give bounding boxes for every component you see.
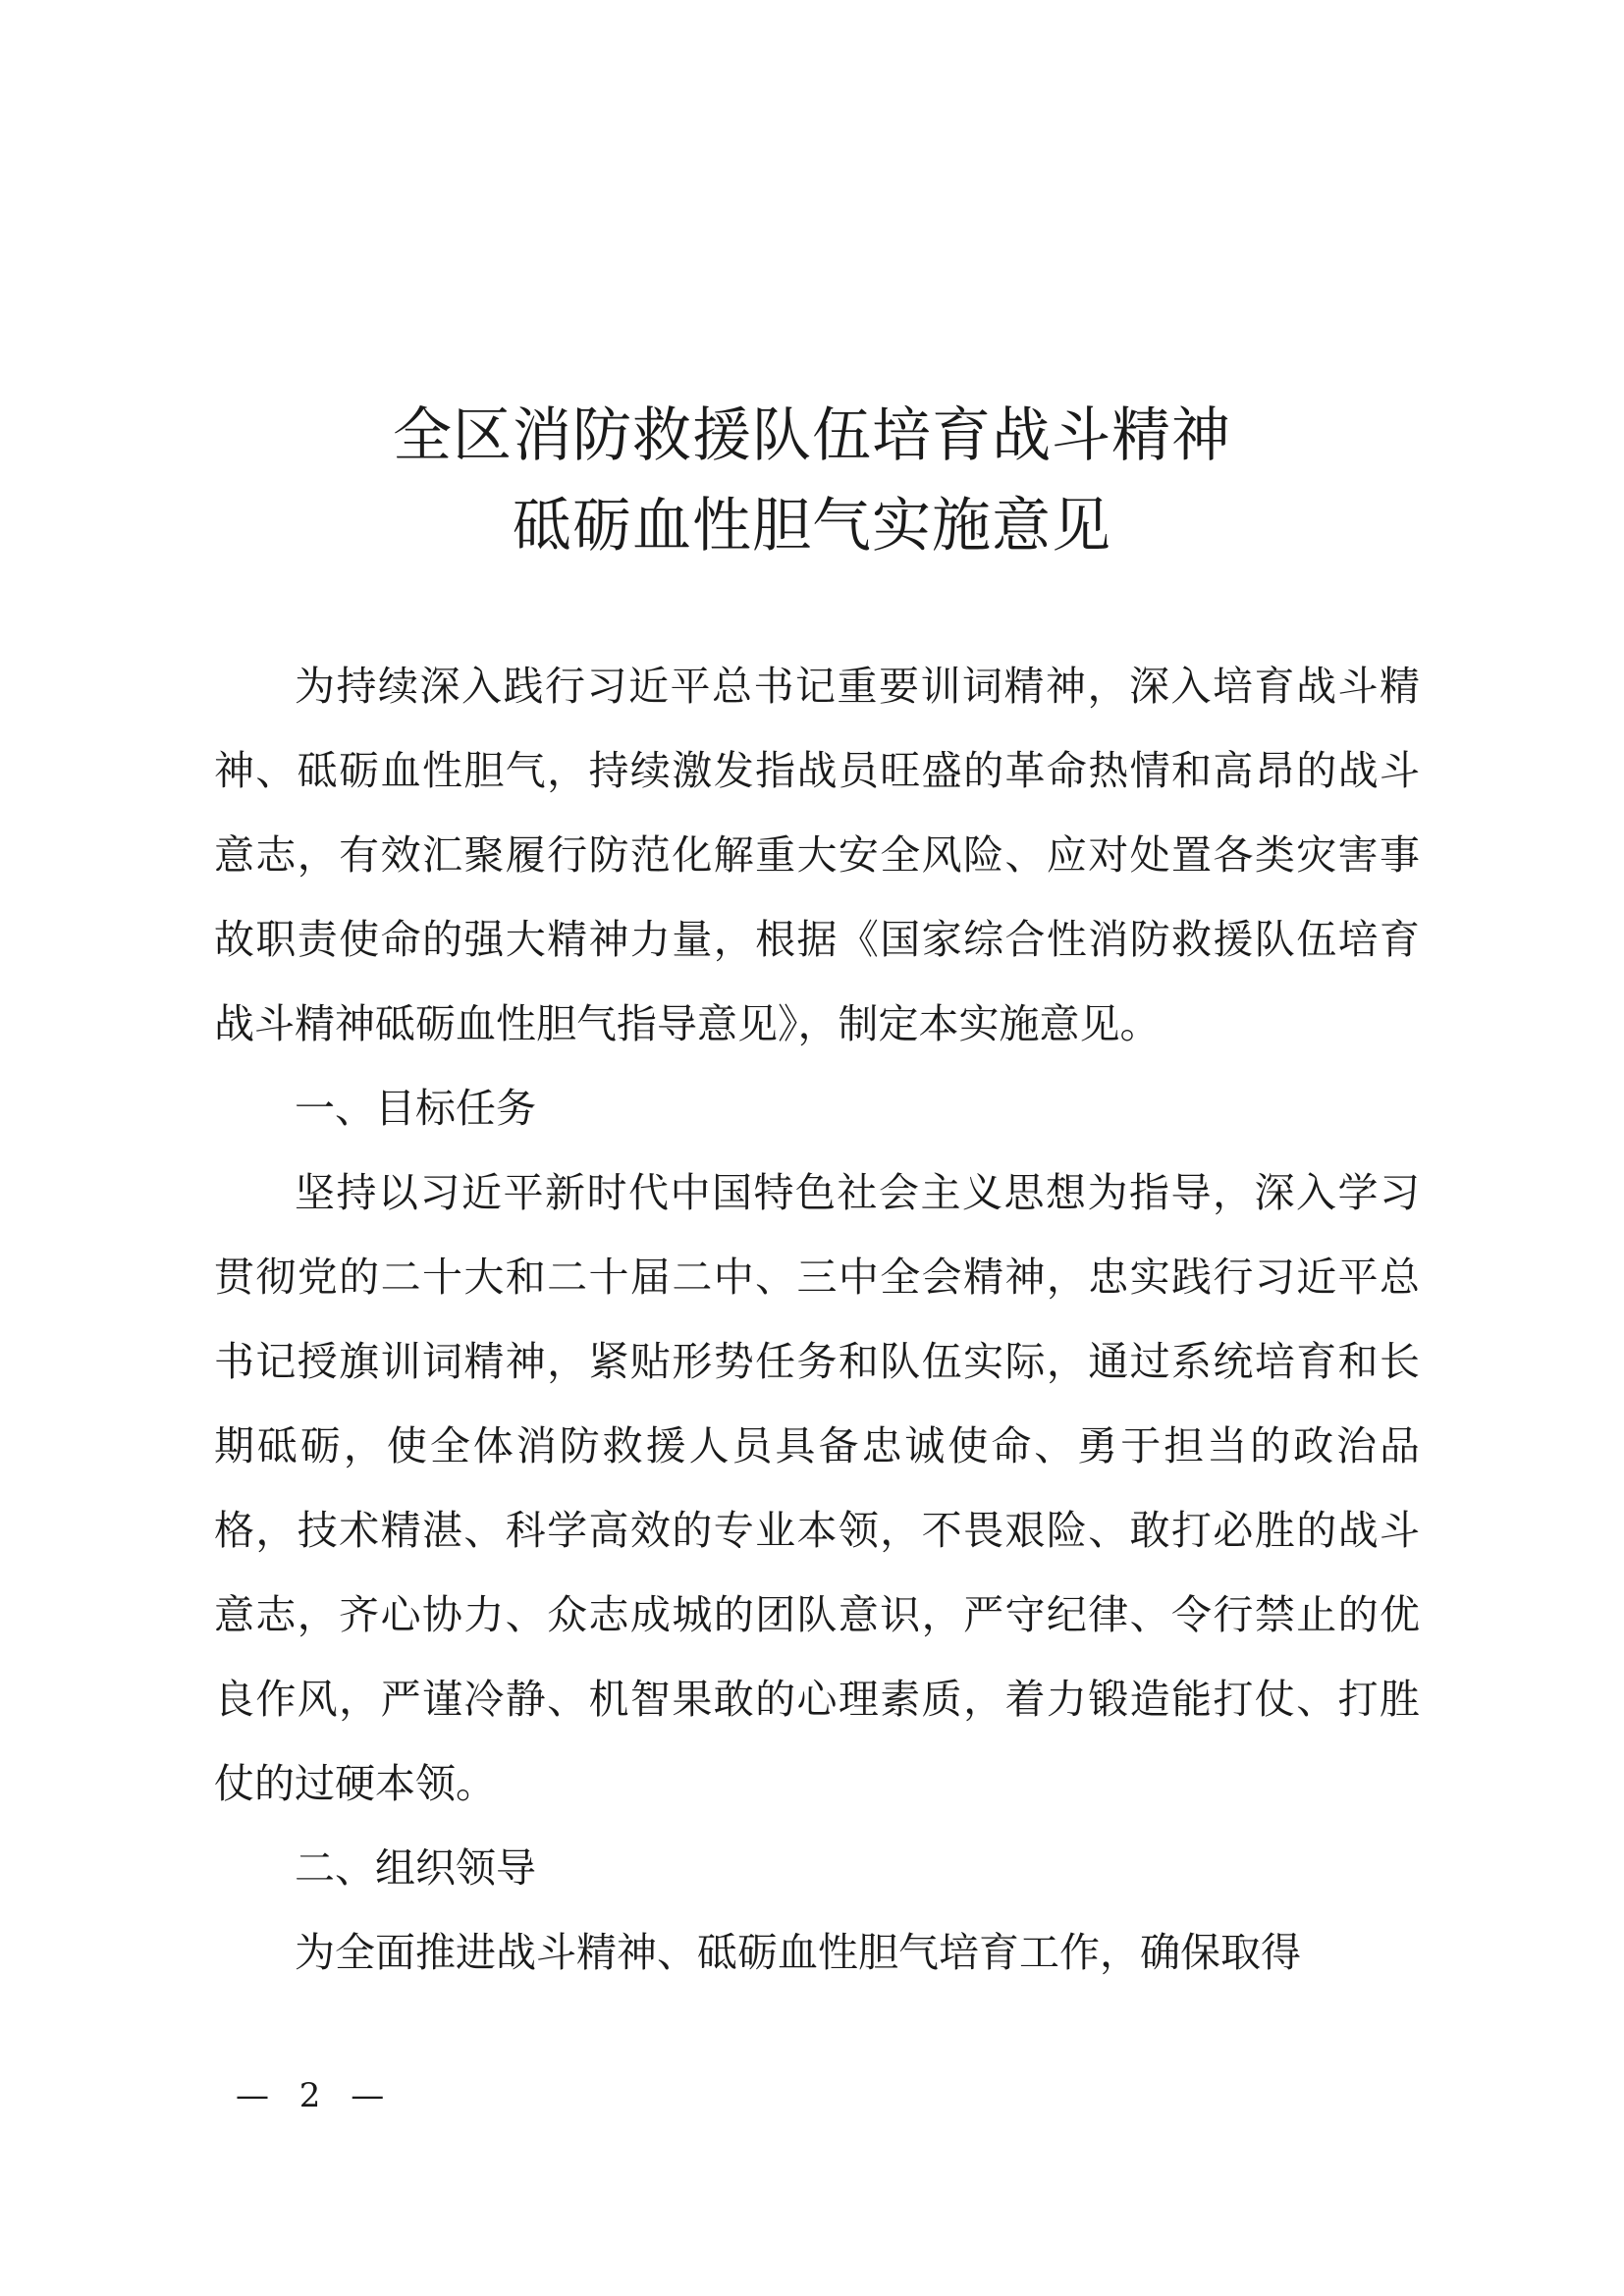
leadership-paragraph: 为全面推进战斗精神、砥砺血性胆气培育工作，确保取得 [295, 1929, 1301, 1976]
section-heading-leadership: 二、组织领导 [295, 1844, 536, 1892]
section-heading-goals: 一、目标任务 [295, 1085, 536, 1132]
document-title-line-1: 全区消防救援队伍培育战斗精神 [393, 401, 1231, 470]
intro-paragraph: 为持续深入践行习近平总书记重要训词精神，深入培育战斗精神、砥砺血性胆气，持续激发指战员旺盛的革命热情和高昂的战斗意志，有效汇聚履行防范化解重大安全风险、应对处置各类灾害事故职责使命的强大精神力量，根据《国家综合性消防救援队伍培育战斗精神砥砺血性胆气指导意见》，制定本实施意见。 [214, 663, 1420, 1047]
page-number: — 2 — [236, 2076, 395, 2115]
document-title-line-2: 砥砺血性胆气实施意见 [513, 492, 1111, 561]
goals-paragraph: 坚持以习近平新时代中国特色社会主义思想为指导，深入学习贯彻党的二十大和二十届二中、三中全会精神，忠实践行习近平总书记授旗训词精神，紧贴形势任务和队伍实际，通过系统培育和长期砥砺，使全体消防救援人员具备忠诚使命、勇于担当的政治品格，技术精湛、科学高效的专业本领，不畏艰险、敢打必胜的战斗意志，齐心协力、众志成城的团队意识，严守纪律、令行禁止的优良作风，严谨冷静、机智果敢的心理素质，着力锻造能打仗、打胜仗的过硬本领。 [214, 1169, 1420, 1807]
document-body [214, 644, 1420, 1995]
